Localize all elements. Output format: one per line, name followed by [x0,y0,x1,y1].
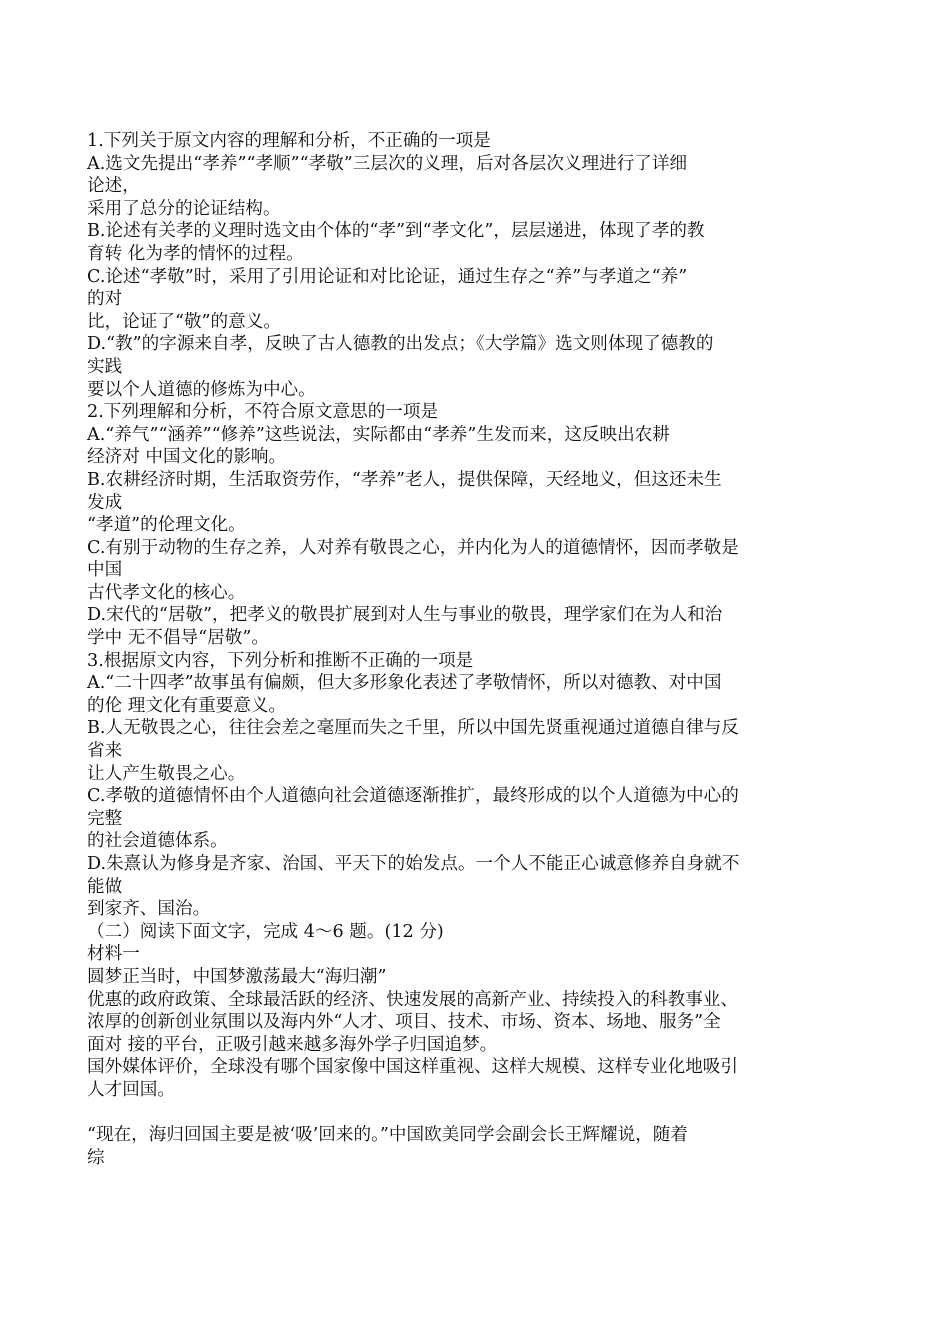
text-line: 2.下列理解和分析，不符合原文意思的一项是 [87,402,439,423]
text-line: 人才回国。 [87,1079,175,1100]
text-line: 3.根据原文内容，下列分析和推断不正确的一项是 [87,650,474,671]
text-line: D.“教”的字源来自孝，反映了古人德教的出发点；《大学篇》选文则体现了德教的 [87,334,714,355]
text-line: 发成 [87,492,123,513]
text-line: 到家齐、国治。 [87,899,211,920]
text-line: 综 [87,1147,105,1168]
text-line: （二）阅读下面文字，完成 4～6 题。(12 分) [87,921,444,942]
text-line: A.“养气”“涵养”“修养”这些说法，实际都由“孝养”生发而来，这反映出农耕 [87,424,670,445]
text-line: 1.下列关于原文内容的理解和分析，不正确的一项是 [87,131,491,151]
text-line: C.有别于动物的生存之养，人对养有敬畏之心，并内化为人的道德情怀，因而孝敬是 [87,537,739,558]
text-line: 要以个人道德的修炼为中心。 [87,379,316,400]
text-line: 国外媒体评价，全球没有哪个国家像中国这样重视、这样大规模、这样专业化地吸引 [87,1057,738,1078]
text-line: 采用了总分的论证结构。 [87,198,281,219]
text-line: 育转 化为孝的情怀的过程。 [87,243,304,264]
text-line: B.人无敬畏之心，往往会差之毫厘而失之千里，所以中国先贤重视通过道德自律与反 [87,718,739,739]
text-line: 的伦 理文化有重要意义。 [87,695,287,716]
text-line: 比，论证了“敬”的意义。 [87,311,281,332]
text-line: 材料一 [87,944,140,965]
text-line: “现在，海归回国主要是被‘吸’回来的。”中国欧美同学会副会长王辉耀说，随着 [87,1125,688,1146]
text-line [87,1102,847,1125]
text-line: D.宋代的“居敬”，把孝义的敬畏扩展到对人生与事业的敬畏，理学家们在为人和治 [87,605,723,626]
text-line: 圆梦正当时，中国梦激荡最大“海归潮” [87,966,387,987]
text-line: 经济对 中国文化的影响。 [87,447,287,468]
text-line: 的社会道德体系。 [87,831,228,852]
document-body [87,130,847,1169]
text-line: 让人产生敬畏之心。 [87,763,246,784]
text-line: 古代孝文化的核心。 [87,582,246,603]
text-line: 省来 [87,741,123,762]
text-line: 能做 [87,876,123,897]
text-line: 实践 [87,356,123,377]
text-line: 面对 接的平台，正吸引越来越多海外学子归国追梦。 [87,1034,498,1055]
text-line: C.论述“孝敬”时，采用了引用论证和对比论证，通过生存之“养”与孝道之“养” [87,266,688,287]
text-line: A.选文先提出“孝养”“孝顺”“孝敬”三层次的义理，后对各层次义理进行了详细 [87,153,688,174]
text-line: 中国 [87,560,123,581]
text-line: 完整 [87,808,123,829]
text-line: 浓厚的创新创业氛围以及海内外“人才、项目、技术、市场、资本、场地、服务”全 [87,1012,721,1033]
text-line: C.孝敬的道德情怀由个人道德向社会道德逐渐推扩，最终形成的以个人道德为中心的 [87,786,739,807]
text-line: B.论述有关孝的义理时选文由个体的“孝”到“孝文化”，层层递进，体现了孝的教 [87,221,705,242]
text-line: 论述， [87,176,140,197]
text-line: “孝道”的伦理文化。 [87,515,246,536]
text-line: B.农耕经济时期，生活取资劳作，“孝养”老人，提供保障，天经地义，但这还未生 [87,469,722,490]
text-line: 的对 [87,289,123,310]
text-line: A.“二十四孝”故事虽有偏颇，但大多形象化表述了孝敬情怀，所以对德教、对中国 [87,673,722,694]
text-line: D.朱熹认为修身是齐家、治国、平天下的始发点。一个人不能正心诚意修养自身就不 [87,854,740,874]
text-line: 学中 无不倡导“居敬”。 [87,628,269,649]
text-line: 优惠的政府政策、全球最活跃的经济、快速发展的高新产业、持续投入的科教事业、 [87,989,738,1010]
